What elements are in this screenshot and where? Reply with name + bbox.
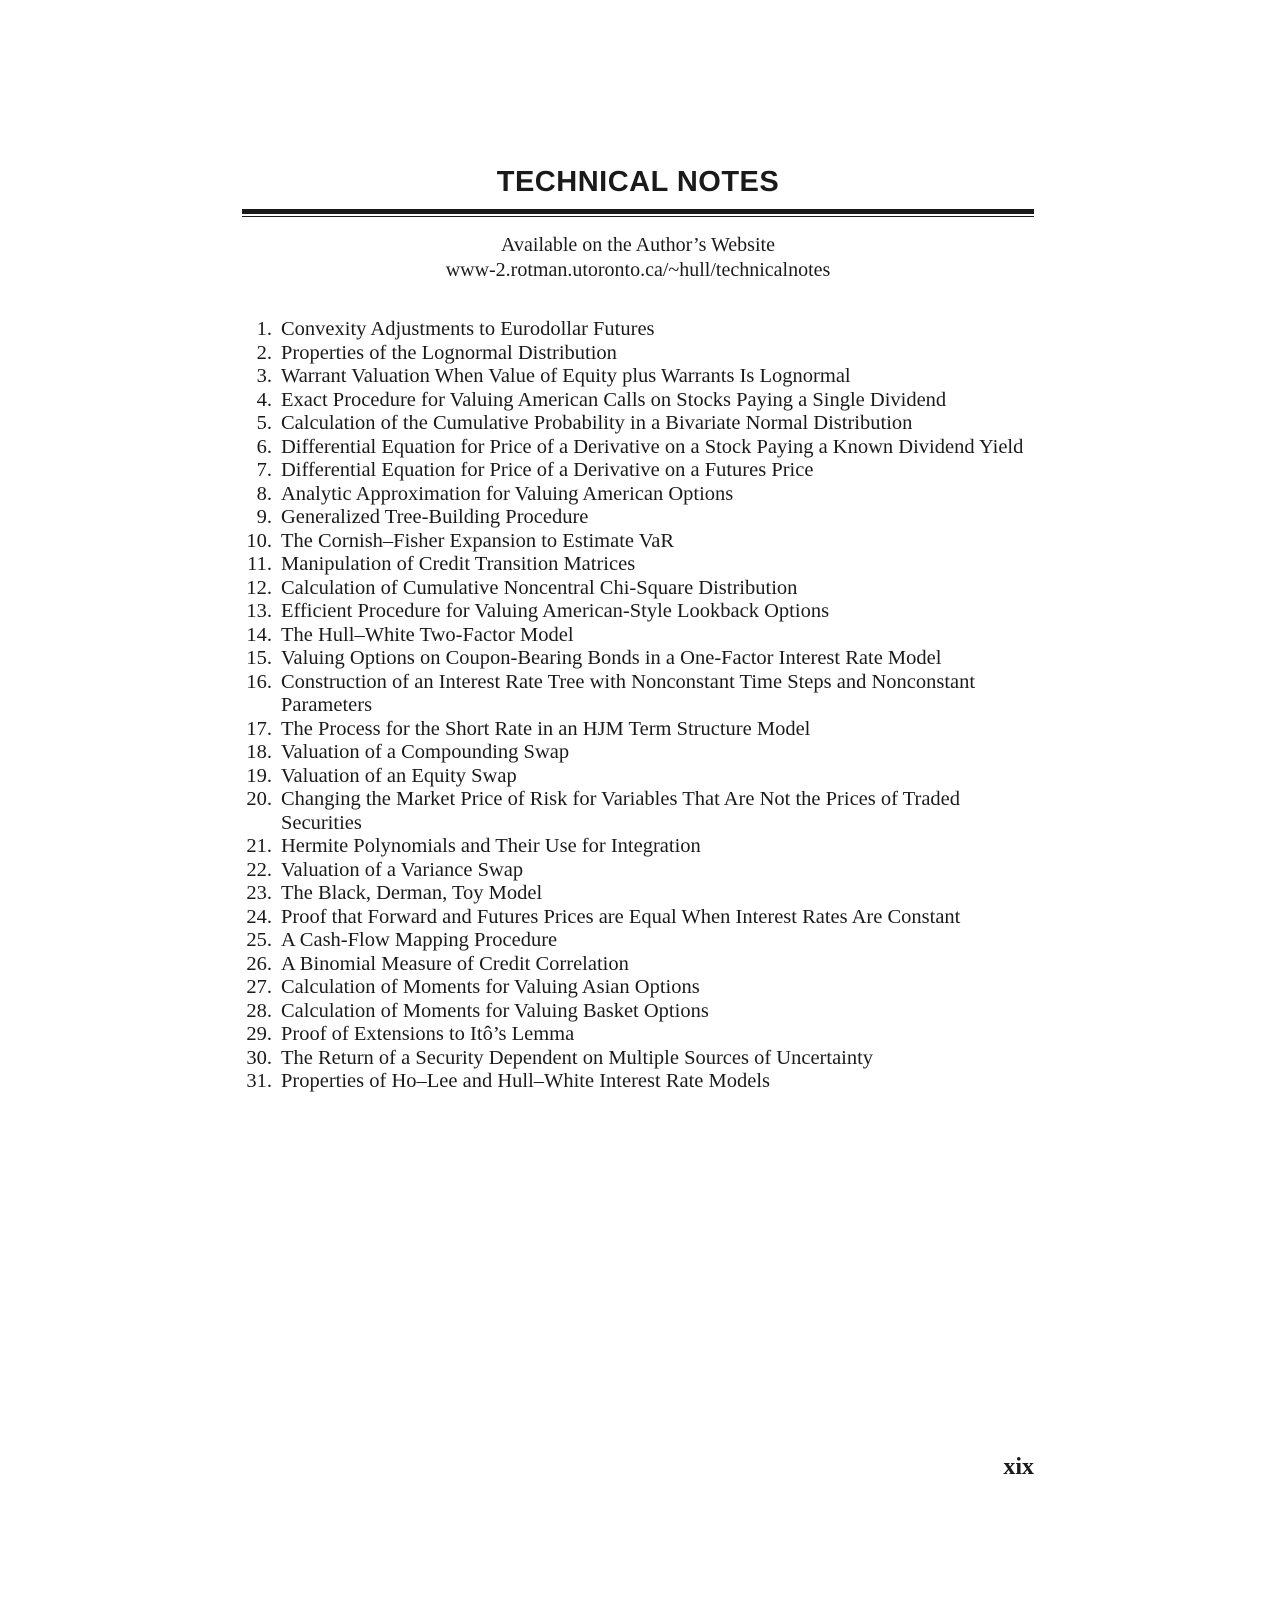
- note-title: Changing the Market Price of Risk for Variables That Are Not the Prices of Traded Securities: [281, 788, 961, 834]
- note-number: 20.: [246, 788, 272, 810]
- note-number: 15.: [246, 647, 272, 669]
- note-number: 19.: [246, 764, 272, 787]
- note-title: Calculation of Moments for Valuing Asian Options: [281, 976, 700, 998]
- note-item: [242, 389, 1042, 413]
- note-title: Valuation of a Variance Swap: [281, 858, 524, 881]
- note-number: 28.: [246, 999, 272, 1022]
- note-item: [242, 671, 1042, 718]
- note-item: [242, 412, 1042, 436]
- note-number: 24.: [246, 905, 272, 928]
- technical-notes-list: [242, 318, 1042, 1094]
- note-item: [242, 647, 1042, 671]
- note-title: Valuation of a Compounding Swap: [281, 741, 570, 763]
- subtitle-website-url: www-2.rotman.utoronto.ca/~hull/technicalnotes: [445, 259, 831, 281]
- page-title: TECHNICAL NOTES: [496, 166, 780, 198]
- note-title: Properties of the Lognormal Distribution: [281, 341, 617, 364]
- note-number: 26.: [246, 952, 272, 975]
- note-title: Manipulation of Credit Transition Matrices: [281, 553, 636, 575]
- note-number: 2.: [256, 341, 272, 364]
- note-item: [242, 859, 1042, 883]
- title-rule-thin: [242, 216, 1034, 217]
- note-title: Calculation of the Cumulative Probability in a Bivariate Normal Distribution: [281, 412, 913, 434]
- note-number: 25.: [246, 929, 272, 951]
- note-title: Differential Equation for Price of a Derivative on a Stock Paying a Known Dividend Yield: [281, 435, 1024, 458]
- note-item: [242, 929, 1042, 953]
- note-item: [242, 835, 1042, 859]
- note-title: Hermite Polynomials and Their Use for Integration: [281, 835, 701, 857]
- title-rule-thick: [242, 209, 1034, 214]
- note-title: The Return of a Security Dependent on Multiple Sources of Uncertainty: [281, 1046, 874, 1069]
- note-item: [242, 342, 1042, 366]
- note-title: Proof of Extensions to Itô’s Lemma: [281, 1023, 575, 1045]
- note-item: [242, 553, 1042, 577]
- note-item: [242, 976, 1042, 1000]
- note-number: 5.: [256, 412, 272, 434]
- note-item: [242, 365, 1042, 389]
- note-number: 14.: [246, 623, 272, 646]
- note-number: 6.: [256, 435, 272, 458]
- note-title: Valuing Options on Coupon-Bearing Bonds in a One-Factor Interest Rate Model: [281, 647, 942, 669]
- note-title: Properties of Ho–Lee and Hull–White Interest Rate Models: [281, 1070, 771, 1092]
- note-item: [242, 906, 1042, 930]
- note-title: Warrant Valuation When Value of Equity plus Warrants Is Lognormal: [281, 365, 851, 387]
- note-number: 30.: [246, 1046, 272, 1069]
- note-number: 29.: [246, 1023, 272, 1045]
- note-title: Construction of an Interest Rate Tree with Nonconstant Time Steps and Nonconstant Parameters: [281, 670, 976, 716]
- note-number: 9.: [256, 506, 272, 528]
- note-item: [242, 436, 1042, 460]
- note-number: 13.: [246, 600, 272, 622]
- note-item: [242, 1023, 1042, 1047]
- note-title: The Black, Derman, Toy Model: [281, 882, 543, 904]
- note-item: [242, 530, 1042, 554]
- note-title: The Cornish–Fisher Expansion to Estimate VaR: [281, 529, 675, 552]
- note-item: [242, 624, 1042, 648]
- note-number: 11.: [247, 553, 272, 575]
- note-number: 4.: [256, 388, 272, 411]
- subtitle-block: [242, 233, 1034, 283]
- note-item: [242, 788, 1042, 835]
- note-title: Valuation of an Equity Swap: [281, 764, 517, 787]
- note-item: [242, 600, 1042, 624]
- note-number: 16.: [246, 670, 272, 693]
- note-title: The Process for the Short Rate in an HJM Term Structure Model: [281, 717, 811, 740]
- note-item: [242, 506, 1042, 530]
- note-number: 8.: [256, 482, 272, 505]
- note-number: 27.: [246, 976, 272, 998]
- note-item: [242, 765, 1042, 789]
- note-number: 10.: [246, 529, 272, 552]
- note-title: Calculation of Cumulative Noncentral Chi-Square Distribution: [281, 576, 798, 599]
- note-item: [242, 483, 1042, 507]
- note-number: 12.: [246, 576, 272, 599]
- note-item: [242, 882, 1042, 906]
- note-item: [242, 741, 1042, 765]
- note-title: A Binomial Measure of Credit Correlation: [281, 952, 629, 975]
- note-item: [242, 1070, 1042, 1094]
- note-title: Exact Procedure for Valuing American Calls on Stocks Paying a Single Dividend: [281, 388, 947, 411]
- note-number: 17.: [246, 717, 272, 740]
- note-item: [242, 718, 1042, 742]
- note-item: [242, 577, 1042, 601]
- note-item: [242, 459, 1042, 483]
- note-title: Generalized Tree-Building Procedure: [281, 506, 589, 528]
- note-title: Proof that Forward and Futures Prices are Equal When Interest Rates Are Constant: [281, 905, 961, 928]
- note-title: Calculation of Moments for Valuing Basket Options: [281, 999, 709, 1022]
- note-item: [242, 318, 1042, 342]
- note-number: 1.: [256, 318, 272, 340]
- note-number: 7.: [256, 459, 272, 481]
- note-title: Differential Equation for Price of a Derivative on a Futures Price: [281, 459, 814, 481]
- note-title: The Hull–White Two-Factor Model: [281, 623, 574, 646]
- note-title: A Cash-Flow Mapping Procedure: [281, 929, 558, 951]
- note-item: [242, 1047, 1042, 1071]
- note-number: 3.: [256, 365, 272, 387]
- note-number: 21.: [246, 835, 272, 857]
- note-title: Analytic Approximation for Valuing American Options: [281, 482, 734, 505]
- note-title: Efficient Procedure for Valuing American-Style Lookback Options: [281, 600, 830, 622]
- note-title: Convexity Adjustments to Eurodollar Futures: [281, 318, 655, 340]
- note-item: [242, 953, 1042, 977]
- page-number: xix: [1003, 1454, 1034, 1480]
- note-number: 18.: [246, 741, 272, 763]
- subtitle-website-label: Available on the Author’s Website: [501, 234, 775, 256]
- note-number: 22.: [246, 858, 272, 881]
- note-number: 23.: [246, 882, 272, 904]
- note-number: 31.: [246, 1070, 272, 1092]
- note-item: [242, 1000, 1042, 1024]
